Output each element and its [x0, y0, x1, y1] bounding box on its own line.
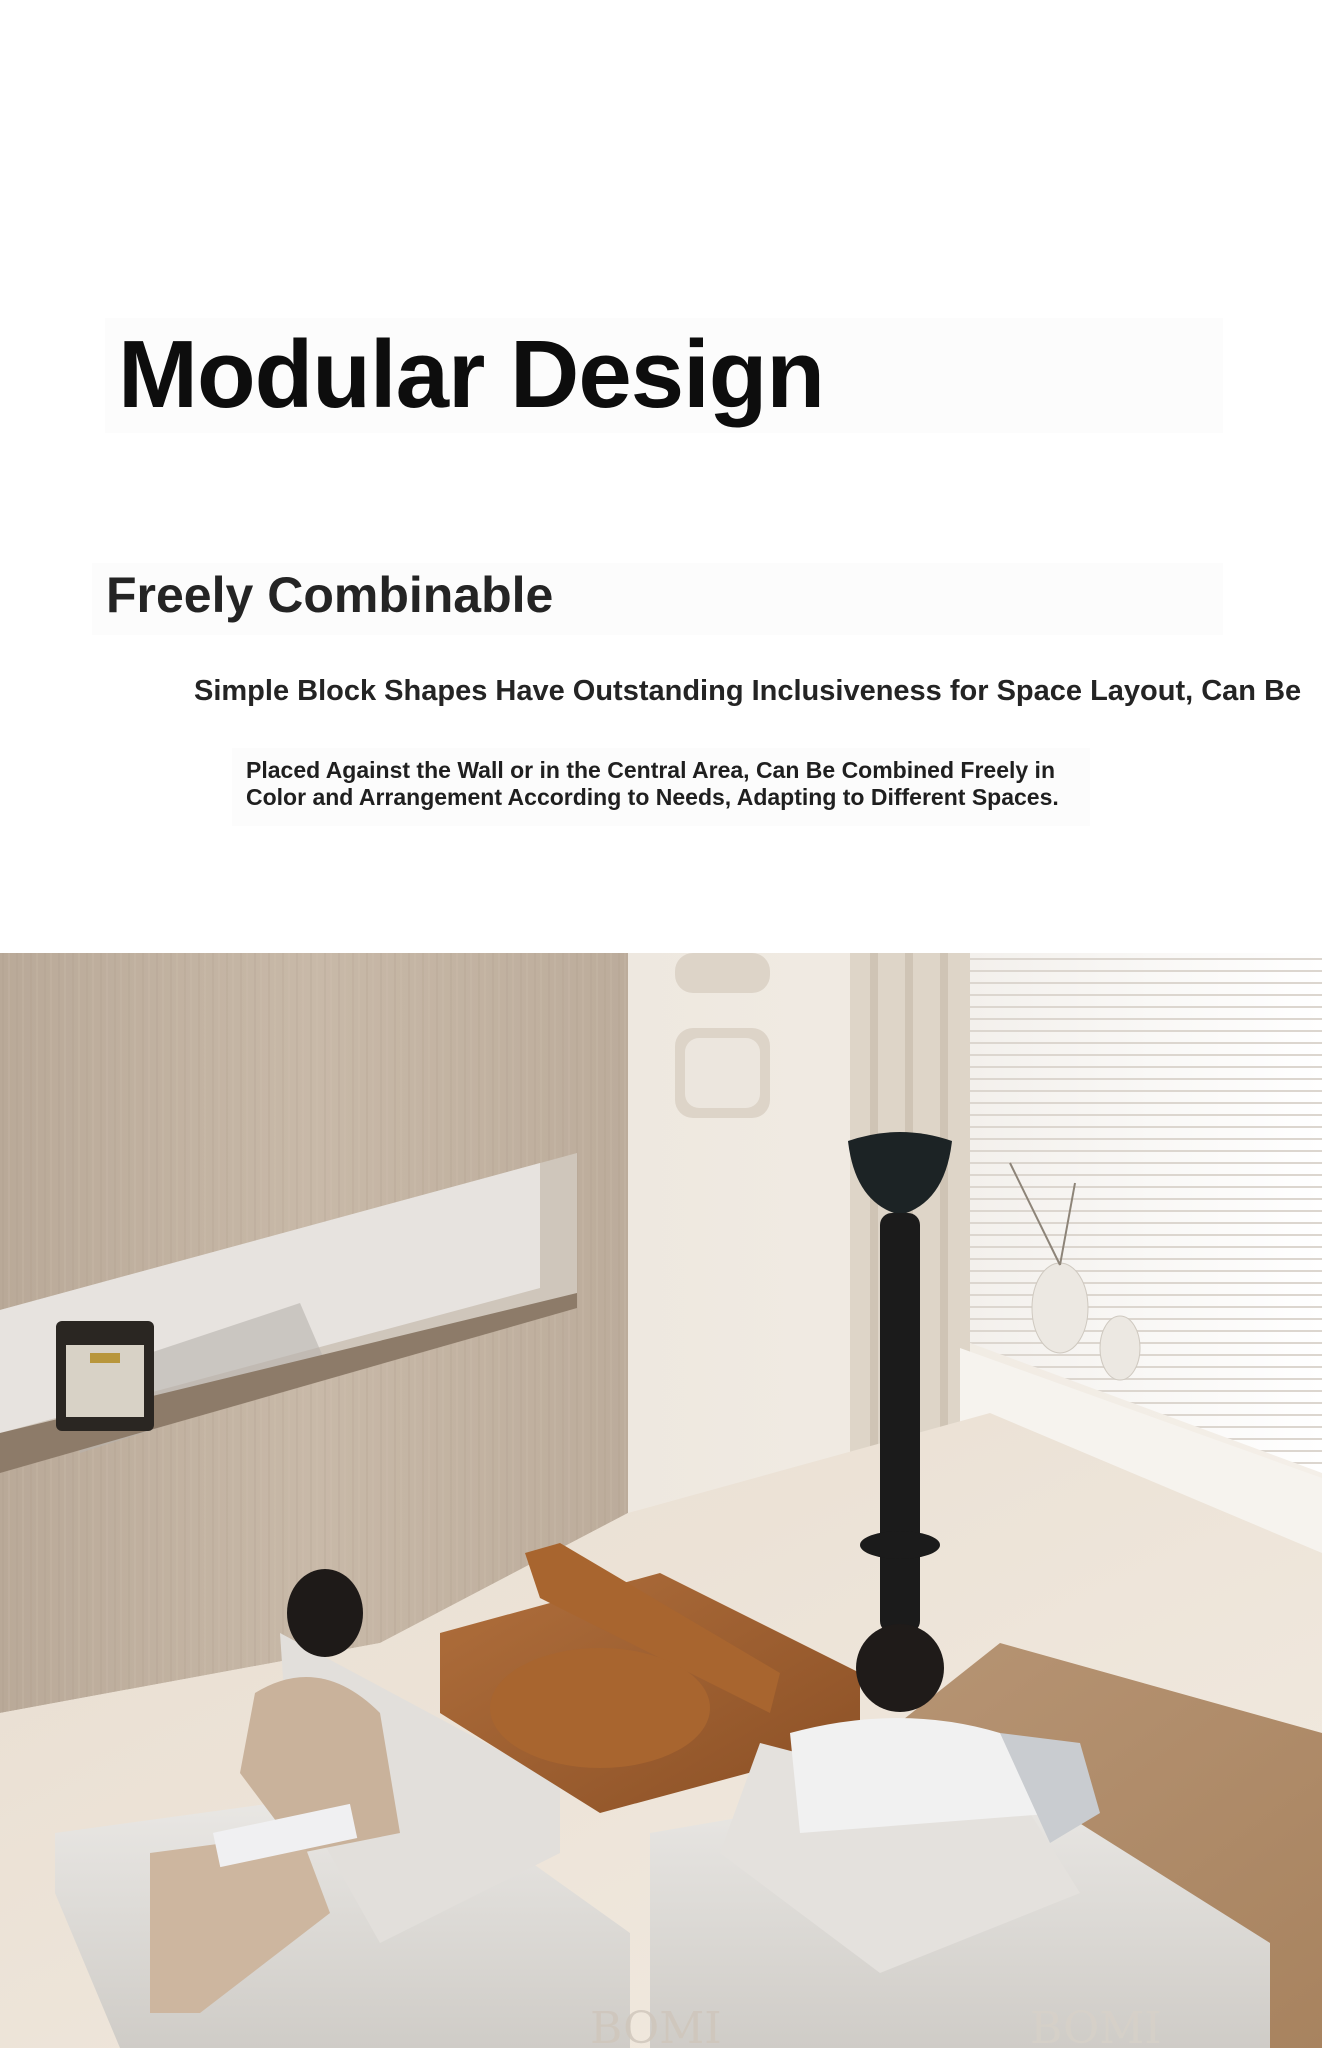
watermark-left: BOMI — [590, 2003, 722, 2048]
description-line-3: Color and Arrangement According to Needs, Adapting to Different Spaces. — [246, 784, 1059, 810]
description-detail — [246, 757, 1086, 811]
page-subtitle: Freely Combinable — [106, 567, 554, 623]
description-line-1: Simple Block Shapes Have Outstanding Inclusiveness for Space Layout, Can Be — [194, 675, 1302, 707]
page-title: Modular Design — [118, 321, 825, 428]
description-line-2: Placed Against the Wall or in the Central Area, Can Be Combined Freely in — [246, 757, 1055, 783]
lifestyle-photo — [0, 953, 1322, 2048]
watermark-right: BOMI — [1030, 2003, 1162, 2048]
